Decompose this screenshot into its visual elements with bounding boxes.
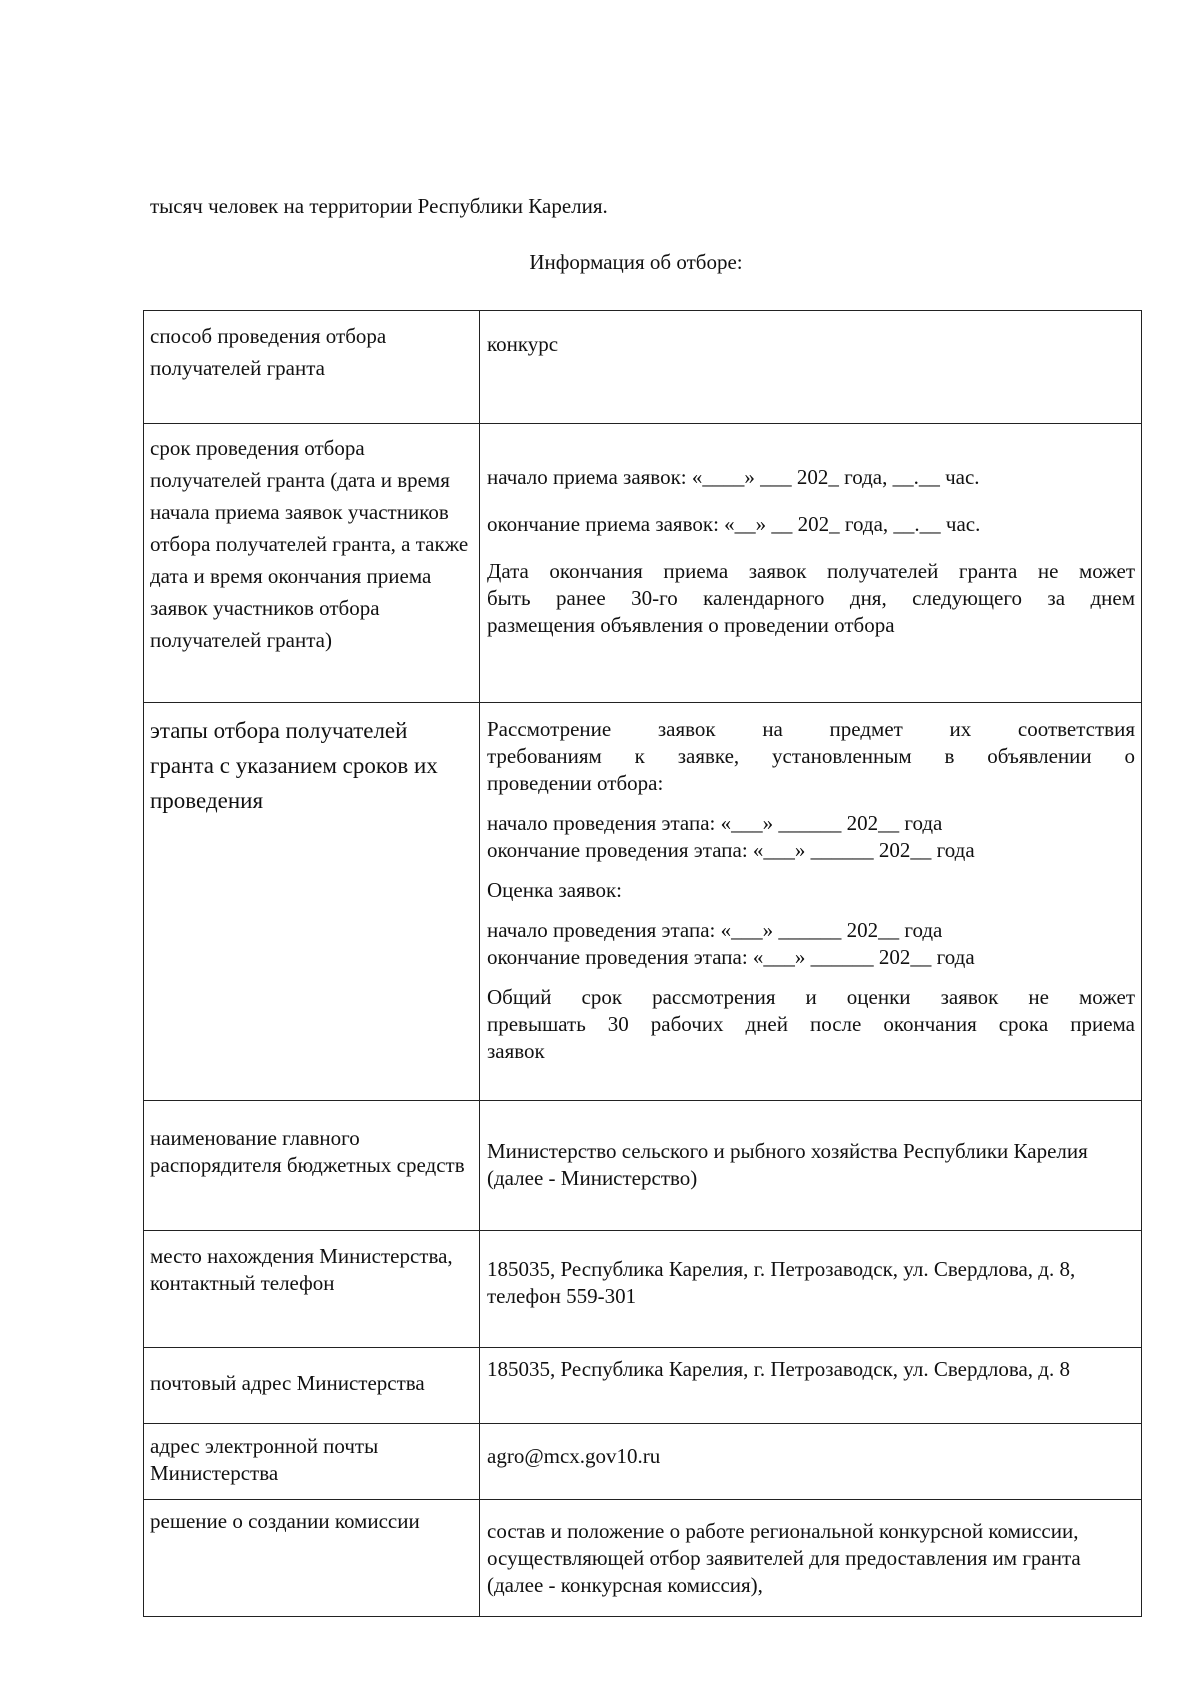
- cell-value: [480, 1231, 1142, 1348]
- table-row-commission: [144, 1500, 1142, 1617]
- table-row-stages: [144, 703, 1142, 1101]
- eval-start: начало проведения этапа: «___» ______ 202__ года: [487, 918, 943, 942]
- table-row-location: [144, 1231, 1142, 1348]
- cell-value: [480, 424, 1142, 703]
- cell-value: [480, 1424, 1142, 1500]
- cell-label: [144, 311, 480, 424]
- cell-value: [480, 1500, 1142, 1617]
- table-row-distributor: [144, 1101, 1142, 1231]
- cell-label: [144, 1424, 480, 1500]
- stages-review-line: Рассмотрение заявок на предмет их соответствия: [487, 717, 1135, 741]
- cell-label: [144, 1500, 480, 1617]
- cell-label: [144, 1231, 480, 1348]
- table-row-term: [144, 424, 1142, 703]
- cell-value: [480, 311, 1142, 424]
- review-start: начало проведения этапа: «___» ______ 202__ года: [487, 811, 943, 835]
- total-term-line: заявок: [487, 1039, 545, 1063]
- location-value: 185035, Республика Карелия, г. Петрозаводск, ул. Свердлова, д. 8, телефон 559-301: [487, 1257, 1076, 1308]
- table-row-postal: [144, 1348, 1142, 1424]
- table-row-email: [144, 1424, 1142, 1500]
- email-label: адрес электронной почты Министерства: [150, 1434, 379, 1485]
- term-end: окончание приема заявок: «__» __ 202_ года, __.__ час.: [487, 512, 981, 536]
- term-note-line: быть ранее 30-го календарного дня, следующего за днем: [487, 586, 1135, 610]
- stages-review-line: проведении отбора:: [487, 771, 664, 795]
- stages-review-line: требованиям к заявке, установленным в объявлении о: [487, 744, 1135, 768]
- section-caption: Информация об отборе:: [529, 250, 743, 274]
- selection-info-table: [143, 310, 1142, 1617]
- cell-value: [480, 1101, 1142, 1231]
- table-row-method: [144, 311, 1142, 424]
- term-start: начало приема заявок: «____» ___ 202_ года, __.__ час.: [487, 465, 980, 489]
- commission-label: решение о создании комиссии: [150, 1509, 420, 1533]
- cell-label: [144, 424, 480, 703]
- review-end: окончание проведения этапа: «___» ______ 202__ года: [487, 838, 975, 862]
- cell-label: [144, 1348, 480, 1424]
- distributor-value: Министерство сельского и рыбного хозяйства Республики Карелия (далее - Министерство): [487, 1139, 1088, 1190]
- postal-label: почтовый адрес Министерства: [150, 1371, 425, 1395]
- location-label: место нахождения Министерства, контактный телефон: [150, 1244, 453, 1295]
- stages-label: этапы отбора получателей гранта с указанием сроков их проведения: [150, 718, 438, 813]
- email-value: agro@mcx.gov10.ru: [487, 1444, 661, 1468]
- commission-value: состав и положение о работе региональной конкурсной комиссии, осуществляющей отбор заявителей для предоставления им гранта (далее - конкурсная комиссия),: [487, 1519, 1081, 1597]
- intro-text: тысяч человек на территории Республики Карелия.: [150, 194, 608, 218]
- total-term-line: Общий срок рассмотрения и оценки заявок не может: [487, 985, 1135, 1009]
- cell-label: [144, 703, 480, 1101]
- term-note-line: размещения объявления о проведении отбора: [487, 613, 895, 637]
- cell-label: [144, 1101, 480, 1231]
- cell-value: [480, 703, 1142, 1101]
- term-label: срок проведения отбора получателей гранта (дата и время начала приема заявок участников отбора получателей гранта, а также дата и время окончания приема заявок участников отбора получателей гранта): [150, 436, 469, 652]
- postal-value: 185035, Республика Карелия, г. Петрозаводск, ул. Свердлова, д. 8: [487, 1357, 1070, 1381]
- term-note-line: Дата окончания приема заявок получателей гранта не может: [487, 559, 1135, 583]
- evaluation-title: Оценка заявок:: [487, 878, 623, 902]
- distributor-label: наименование главного распорядителя бюджетных средств: [150, 1126, 465, 1177]
- method-label: способ проведения отбора получателей гранта: [150, 324, 387, 380]
- cell-value: [480, 1348, 1142, 1424]
- method-value: конкурс: [487, 332, 559, 356]
- total-term-line: превышать 30 рабочих дней после окончания срока приема: [487, 1012, 1135, 1036]
- eval-end: окончание проведения этапа: «___» ______ 202__ года: [487, 945, 975, 969]
